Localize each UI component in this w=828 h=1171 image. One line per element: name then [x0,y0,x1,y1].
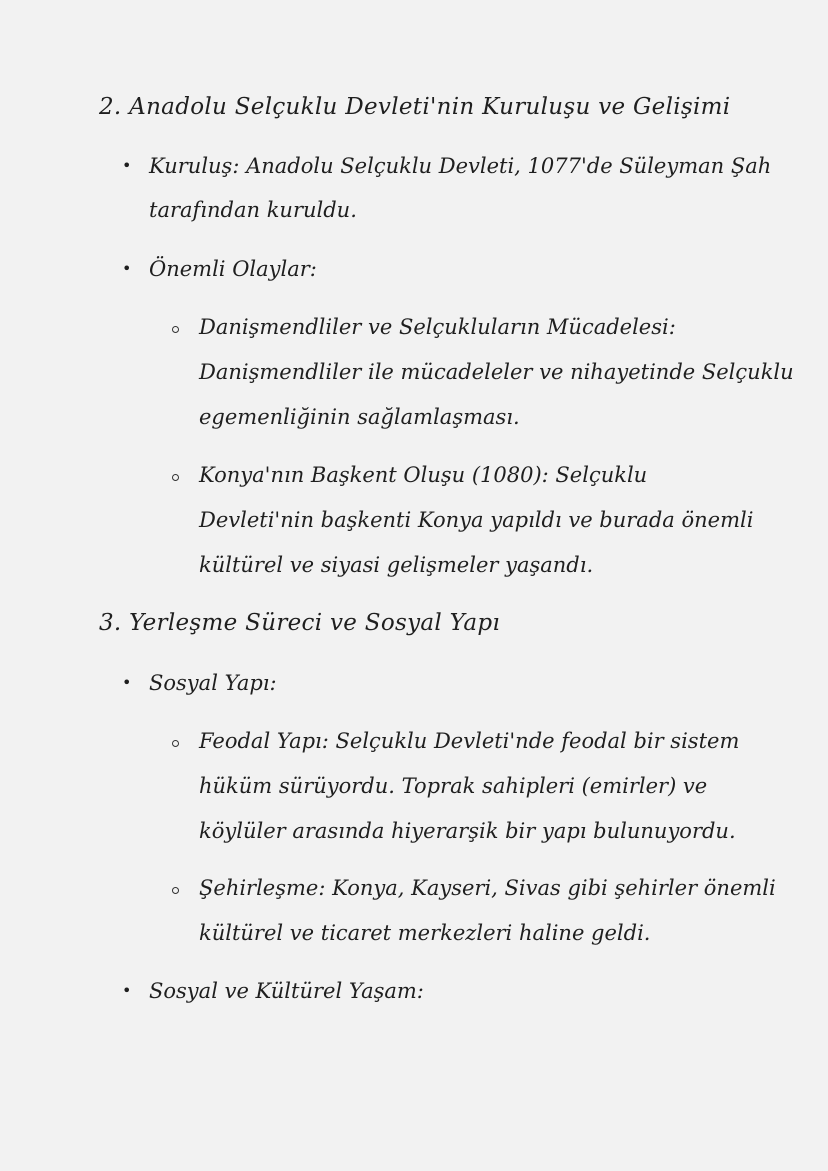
sub-bullet-text-line: hüküm sürüyordu. Toprak sahipleri (emirler) ve [199,774,708,798]
bullet-text-line: Kuruluş: Anadolu Selçuklu Devleti, 1077'de Süleyman Şah [149,154,772,178]
bullet-text-line: Sosyal ve Kültürel Yaşam: [149,979,424,1003]
hollow-circle-bullet-icon [172,326,179,333]
sub-bullet-text-line: Devleti'nin başkenti Konya yapıldı ve burada önemli [199,508,754,532]
bullet-dot-icon: • [122,673,132,692]
bullet-item [122,144,772,232]
sub-bullet-text-line: egemenliğinin sağlamlaşması. [199,405,520,429]
sub-bullet-text-line: Danişmendliler ve Selçukluların Mücadelesi: [199,315,676,339]
bullet-text-line: Önemli Olaylar: [149,257,317,281]
sub-bullet-text-line: kültürel ve siyasi gelişmeler yaşandı. [199,553,594,577]
sub-bullet-text-line: kültürel ve ticaret merkezleri haline geldi. [199,921,651,945]
sub-bullet-item [199,866,776,956]
bullet-dot-icon: • [122,981,132,1000]
bullet-item [122,661,749,705]
sub-bullet-text-line: Feodal Yapı: Selçuklu Devleti'nde feodal bir sistem [199,729,740,753]
sub-bullet-item [199,305,794,440]
sub-bullet-text-line: Şehirleşme: Konya, Kayseri, Sivas gibi şehirler önemli [199,876,776,900]
bullet-text-line: Sosyal Yapı: [149,671,277,695]
sub-bullet-item [199,719,739,854]
bullet-text-line: tarafından kuruldu. [149,198,357,222]
sub-bullet-item [199,453,754,588]
hollow-circle-bullet-icon [172,740,179,747]
hollow-circle-bullet-icon [172,474,179,481]
bullet-item [122,247,749,291]
sub-bullet-text-line: köylüler arasında hiyerarşik bir yapı bulunuyordu. [199,819,736,843]
section-heading: 2. Anadolu Selçuklu Devleti'nin Kuruluşu ve Gelişimi [99,94,731,120]
sub-bullet-text-line: Konya'nın Başkent Oluşu (1080): Selçuklu [199,463,648,487]
bullet-dot-icon: • [122,259,132,278]
bullet-dot-icon: • [122,156,132,175]
hollow-circle-bullet-icon [172,887,179,894]
bullet-item [122,969,749,1013]
sub-bullet-text-line: Danişmendliler ile mücadeleler ve nihayetinde Selçuklu [199,360,794,384]
section-heading: 3. Yerleşme Süreci ve Sosyal Yapı [99,610,501,636]
